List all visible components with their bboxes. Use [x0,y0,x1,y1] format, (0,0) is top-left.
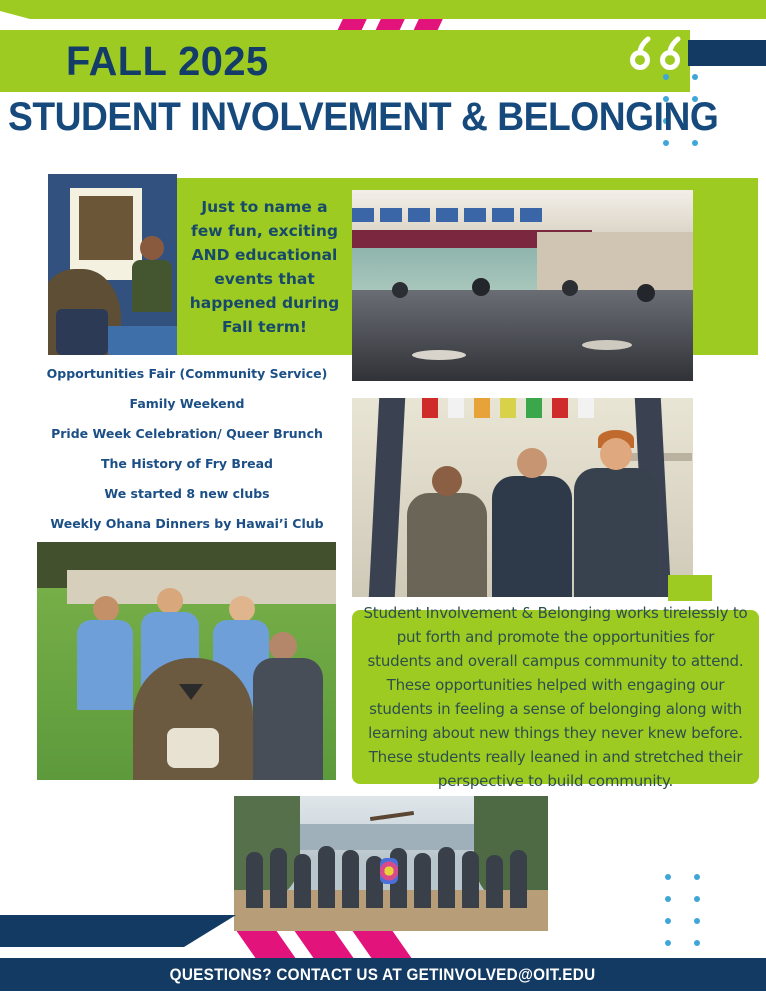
photo-bowling-event [352,190,693,381]
person [492,476,572,597]
person [574,468,658,597]
pink-stripe [295,931,354,958]
dot [663,74,669,80]
navy-accent-bar [688,40,766,66]
event-item: Family Weekend [129,395,245,411]
navy-ribbon [0,915,236,947]
top-green-strip [0,0,766,19]
person-head [517,448,547,478]
back-wall [537,232,693,292]
person-head [229,596,255,622]
tv-row [352,208,582,224]
page-title: STUDENT INVOLVEMENT & BELONGING [8,95,719,139]
pink-stripe [237,931,296,958]
mascot-face [79,196,133,260]
footer-contact-text: QUESTIONS? CONTACT US AT GETINVOLVED@OIT.EDU [170,964,596,984]
dot [665,896,671,902]
tie-dye-shirt [380,858,398,884]
dot [694,896,700,902]
person-head [157,588,183,614]
dot [692,140,698,146]
round-table [412,350,466,360]
person [392,282,408,298]
photo-students-flags [352,398,693,597]
person [562,280,578,296]
summary-green-panel [352,604,759,790]
person [472,278,490,296]
dot [694,940,700,946]
person [637,284,655,302]
photo-hiking-group [234,796,548,931]
pink-stripes-bottom [246,931,402,958]
footer-bar [0,958,766,991]
person-head [600,438,632,470]
dot [694,918,700,924]
dot [663,140,669,146]
event-item: Weekly Ohana Dinners by Hawai’i Club [50,515,324,531]
photo-mascot-frame [48,174,177,355]
green-square-accent [668,575,712,601]
round-table [582,340,632,350]
person-head [269,632,297,660]
mascot-bib [167,728,219,768]
person [253,658,323,780]
dot [665,918,671,924]
quote-marks-icon [626,36,688,70]
student-shirt [132,260,172,312]
dot [692,74,698,80]
term-banner [0,30,690,92]
intro-text: Just to name a few fun, exciting AND educational events that happened during Fall term! [189,197,340,336]
person-head [432,466,462,496]
event-item: We started 8 new clubs [104,485,270,501]
dot [694,874,700,880]
summary-text: Student Involvement & Belonging works tirelessly to put forth and promote the opportunities for students and overall campus community to attend. These opportunities helped with engaging our students in feeling a sense of belonging along with learning about new things they never knew before. These students really leaned in and stretched their perspective to build community. [363,604,748,790]
student-head [140,236,164,260]
frame-pole [369,398,405,597]
photo-lawn-mascot [37,542,336,780]
dot [665,940,671,946]
event-item: Opportunities Fair (Community Service) [46,365,328,381]
event-item: The History of Fry Bread [100,455,273,471]
person-head [93,596,119,622]
dot [665,874,671,880]
crowd [352,290,693,381]
student-shirt [77,620,133,710]
mascot-vest [56,309,108,355]
pink-stripe [353,931,412,958]
dot-grid-bottom [665,874,700,946]
person [407,493,487,597]
table [108,326,177,355]
event-item: Pride Week Celebration/ Queer Brunch [51,425,323,441]
term-title: FALL 2025 [66,37,269,84]
events-list [37,358,337,538]
raised-stick [370,811,414,821]
